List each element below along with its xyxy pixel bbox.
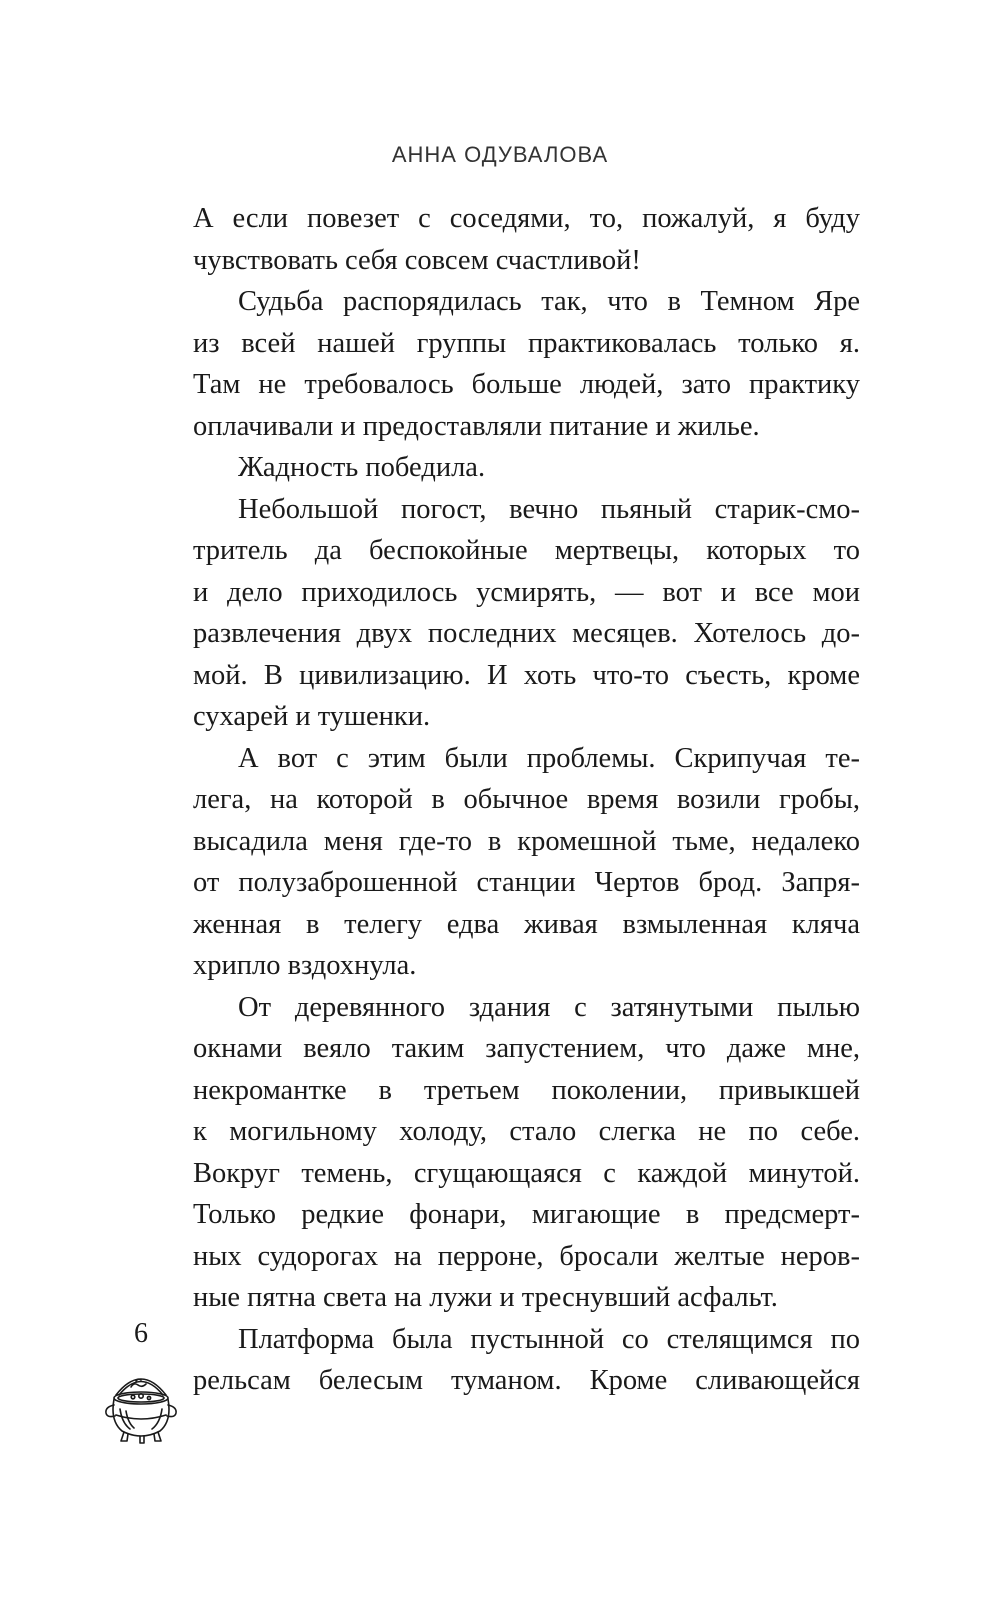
text-line: тритель да беспокойные мертвецы, которых то <box>193 535 860 566</box>
text-line: и дело приходилось усмирять, — вот и все мои <box>193 576 860 608</box>
text-line: Только редкие фонари, мигающие в предсмерт- <box>193 1199 860 1230</box>
text-line: ных судорогах на перроне, бросали желтые неров- <box>193 1240 860 1272</box>
text-line: ные пятна света на лужи и треснувший асфальт. <box>193 1282 778 1313</box>
text-line: Судьба распорядилась так, что в Темном Яре <box>238 286 860 317</box>
text-line: хрипло вздохнула. <box>193 950 417 981</box>
text-line: Там не требовалось больше людей, зато практику <box>193 369 860 400</box>
text-line: от полузаброшенной станции Чертов брод. Запря- <box>193 867 860 898</box>
text-line: оплачивали и предоставляли питание и жилье. <box>193 410 760 442</box>
text-line: рельсам белесым туманом. Кроме сливающейся <box>193 1365 860 1396</box>
text-line: сухарей и тушенки. <box>193 701 431 732</box>
text-line: От деревянного здания с затянутыми пылью <box>238 991 860 1023</box>
running-head: АННА ОДУВАЛОВА <box>391 142 609 167</box>
page-number: 6 <box>134 1318 148 1349</box>
text-line: окнами веяло таким запустением, что даже мне, <box>193 1033 860 1064</box>
text-line: женная в телегу едва живая взмыленная кляча <box>193 908 860 940</box>
text-line: Вокруг темень, сгущающаяся с каждой минутой. <box>193 1157 860 1189</box>
body-text <box>193 198 860 1402</box>
text-line: А если повезет с соседями, то, пожалуй, я буду <box>193 203 860 234</box>
text-line: Платформа была пустынной со стелящимся по <box>238 1323 860 1355</box>
text-line: Небольшой погост, вечно пьяный старик-смо- <box>238 493 860 525</box>
text-line: А вот с этим были проблемы. Скрипучая те- <box>238 742 860 774</box>
cauldron-icon <box>100 1365 182 1447</box>
text-line: некромантке в третьем поколении, привыкшей <box>193 1074 860 1106</box>
text-line: развлечения двух последних месяцев. Хотелось до- <box>193 618 860 649</box>
text-line: Жадность победила. <box>238 452 486 483</box>
text-line: чувствовать себя совсем счастливой! <box>193 244 641 276</box>
text-line: высадила меня где-то в кромешной тьме, недалеко <box>193 825 860 857</box>
text-line: из всей нашей группы практиковалась только я. <box>193 327 860 359</box>
text-line: лега, на которой в обычное время возили гробы, <box>193 784 860 815</box>
text-line: мой. В цивилизацию. И хоть что-то съесть, кроме <box>193 659 860 691</box>
text-line: к могильному холоду, стало слегка не по себе. <box>193 1116 860 1147</box>
